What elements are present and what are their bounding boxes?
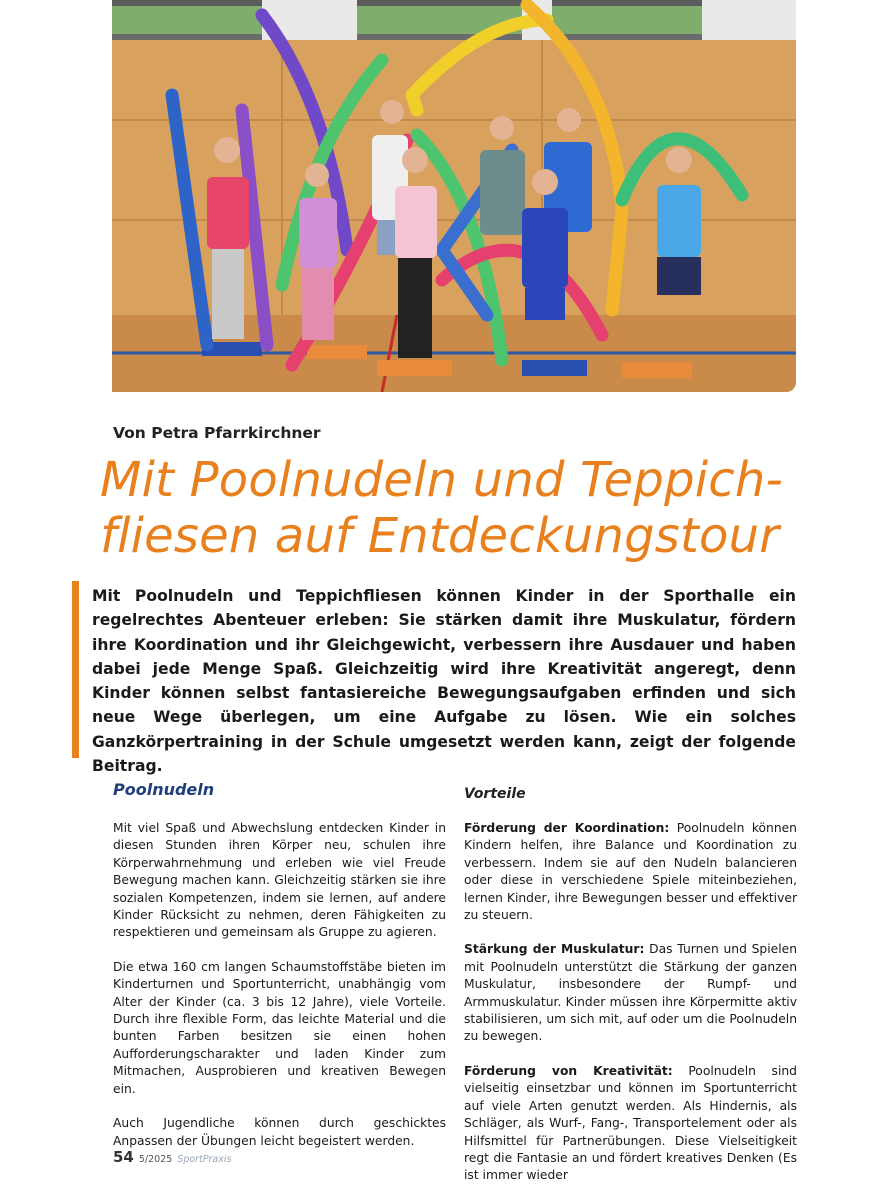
subsection-heading-vorteile: Vorteile — [464, 786, 526, 802]
benefit-paragraph — [464, 820, 797, 924]
article-title — [100, 452, 840, 564]
body-paragraph: Die etwa 160 cm langen Schaumstoffstäbe bieten im Kinderturnen und Sportunterricht, unabhängig vom Alter der Kinder (ca. 3 bis 12 Jahre), viele Vorteile. Durch ihre flexible Form, das leichte Material und die bunten Farben besitzen sie einen hohen Aufforderungscharakter und laden Kinder zum Mitmachen, Ausprobieren und kreativen Bewegen ein. — [113, 959, 446, 1096]
benefit-text: Poolnudeln können Kindern helfen, ihre Balance und Koordination zu verbessern. Indem sie auf den Nudeln balancieren oder diese in verschiedene Spiele miteinbeziehen, lernen Kinder, ihre Bewegungen besser und effektiver zu steuern. — [464, 821, 797, 923]
photo-icon — [112, 0, 796, 392]
section-heading-poolnudeln: Poolnudeln — [113, 780, 215, 799]
benefit-label: Stärkung der Muskulatur: — [464, 942, 645, 957]
lead-accent-bar — [72, 581, 79, 758]
body-paragraph: Auch Jugendliche können durch geschicktes Anpassen der Übungen leicht begeistert werden. — [113, 1116, 446, 1148]
page-footer — [113, 1148, 231, 1166]
title-line-2: fliesen auf Entdeckungstour — [100, 508, 780, 564]
lead-paragraph: Mit Poolnudeln und Teppichfliesen können Kinder in der Sporthalle ein regelrechtes Abenteuer erleben: Sie stärken damit ihre Muskulatur, fördern ihre Koordination und ihr Gleichgewicht, verbessern ihre Ausdauer und haben dabei jede Menge Spaß. Gleichzeitig wird ihre Kreativität angeregt, denn Kinder können selbst fantasiereiche Bewegungsaufgaben erfinden und sich neue Wege überlegen, um eine Aufgabe zu lösen. Wie ein solches Ganzkörpertraining in der Schule umgesetzt werden kann, zeigt der folgende Beitrag. — [92, 587, 796, 776]
benefit-label: Förderung von Kreativität: — [464, 1063, 673, 1078]
hero-photo — [112, 0, 796, 392]
right-column — [464, 778, 797, 1185]
benefit-text: Poolnudeln sind vielseitig einsetzbar und können im Sportunterricht auf viele Arten genutzt werden. Als Hindernis, als Schläger, als Wurf-, Fang-, Transportelement oder als Hilfsmittel für Partnerübungen. Diese Vielseitigkeit regt die Fantasie an und fördert kreatives Denken (Es ist immer wieder — [464, 1063, 797, 1183]
left-column — [113, 778, 446, 1150]
byline: Von Petra Pfarrkirchner — [113, 424, 321, 442]
benefit-paragraph — [464, 941, 797, 1045]
body-paragraph: Mit viel Spaß und Abwechslung entdecken Kinder in diesen Stunden ihren Körper neu, schulen ihre Körperwahrnehmung und erleben wie viel Freude Bewegung machen kann. Gleichzeitig stärken sie ihre sozialen Kompetenzen, indem sie lernen, auf andere Kinder Rücksicht zu nehmen, deren Fähigkeiten zu respektieren und gemeinsam als Gruppe zu agieren. — [113, 821, 446, 940]
magazine-name: SportPraxis — [177, 1154, 232, 1165]
benefit-text: Das Turnen und Spielen mit Poolnudeln unterstützt die Stärkung der ganzen Muskulatur, insbesondere der Rumpf- und Armmuskulatur. Kinder müssen ihre Körpermitte aktiv stabilisieren, um sich mit, auf oder um die Poolnudeln zu bewegen. — [464, 942, 797, 1044]
benefit-paragraph — [464, 1063, 797, 1185]
title-line-1: Mit Poolnudeln und Teppich- — [100, 452, 784, 508]
benefit-label: Förderung der Koordination: — [464, 821, 670, 835]
issue-number: 5/2025 — [138, 1154, 173, 1165]
page-number: 54 — [113, 1148, 134, 1166]
